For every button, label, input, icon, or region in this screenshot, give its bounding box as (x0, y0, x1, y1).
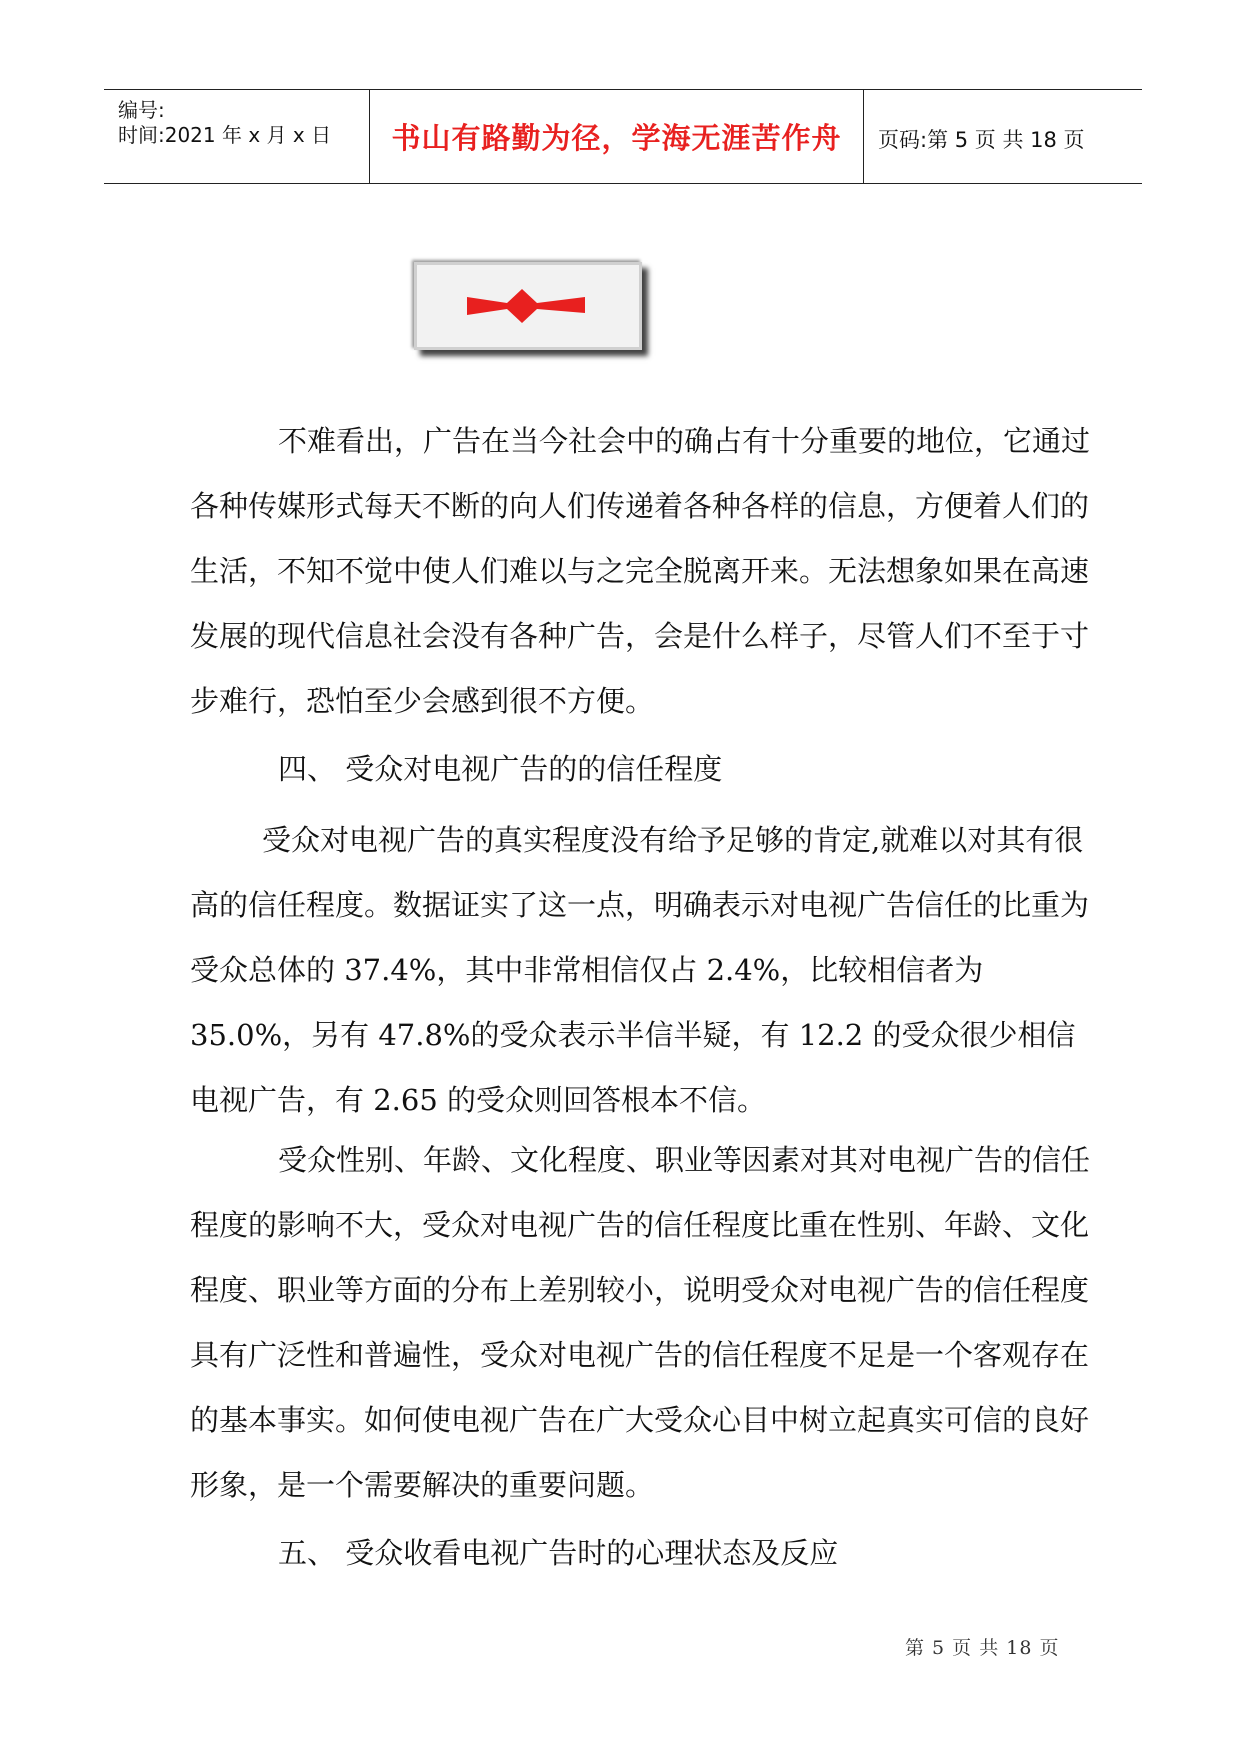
header-page-cell (864, 90, 1142, 183)
date-label: 时间:2021 年 x 月 x 日 (118, 123, 332, 147)
paragraph-2-text: 受众对电视广告的真实程度没有给予足够的肯定,就难以对其有很高的信任程度。数据证实了这一点，明确表示对电视广告信任的比重为受众总体的 37.4%，其中非常相信仅占 2.4%，比较相信者为 35.0%，另有 47.8%的受众表示半信半疑，有 12.2 的受众很少相信电视广告，有 2.65 的受众则回答根本不信。 (190, 823, 1090, 1117)
broken-image-icon (414, 262, 642, 350)
paragraph-1-text: 不难看出，广告在当今社会中的确占有十分重要的地位，它通过各种传媒形式每天不断的向人们传递着各种各样的信息，方便着人们的生活，不知不觉中使人们难以与之完全脱离开来。无法想象如果在高速发展的现代信息社会没有各种广告，会是什么样子，尽管人们不至于寸步难行，恐怕至少会感到很不方便。 (190, 424, 1091, 718)
header-page-info: 页码:第 5 页 共 18 页 (878, 128, 1085, 152)
paragraph-3 (190, 1128, 1100, 1518)
section-heading-5: 五、 受众收看电视广告时的心理状态及反应 (278, 1536, 839, 1570)
page-footer: 第 5 页 共 18 页 (905, 1637, 1060, 1659)
header-meta-cell (104, 90, 370, 183)
paragraph-2 (190, 808, 1100, 1133)
serial-number-label: 编号: (118, 98, 165, 122)
motto-text: 书山有路勤为径，学海无涯苦作舟 (391, 121, 842, 155)
paragraph-3-text: 受众性别、年龄、文化程度、职业等因素对其对电视广告的信任程度的影响不大，受众对电视广告的信任程度比重在性别、年龄、文化程度、职业等方面的分布上差别较小，说明受众对电视广告的信任程度具有广泛性和普遍性，受众对电视广告的信任程度不足是一个客观存在的基本事实。如何使电视广告在广大受众心目中树立起真实可信的良好形象，是一个需要解决的重要问题。 (190, 1143, 1091, 1502)
section-heading-4: 四、 受众对电视广告的的信任程度 (278, 752, 723, 786)
document-header (104, 89, 1142, 184)
header-motto-cell (370, 90, 864, 183)
paragraph-1 (190, 409, 1100, 734)
